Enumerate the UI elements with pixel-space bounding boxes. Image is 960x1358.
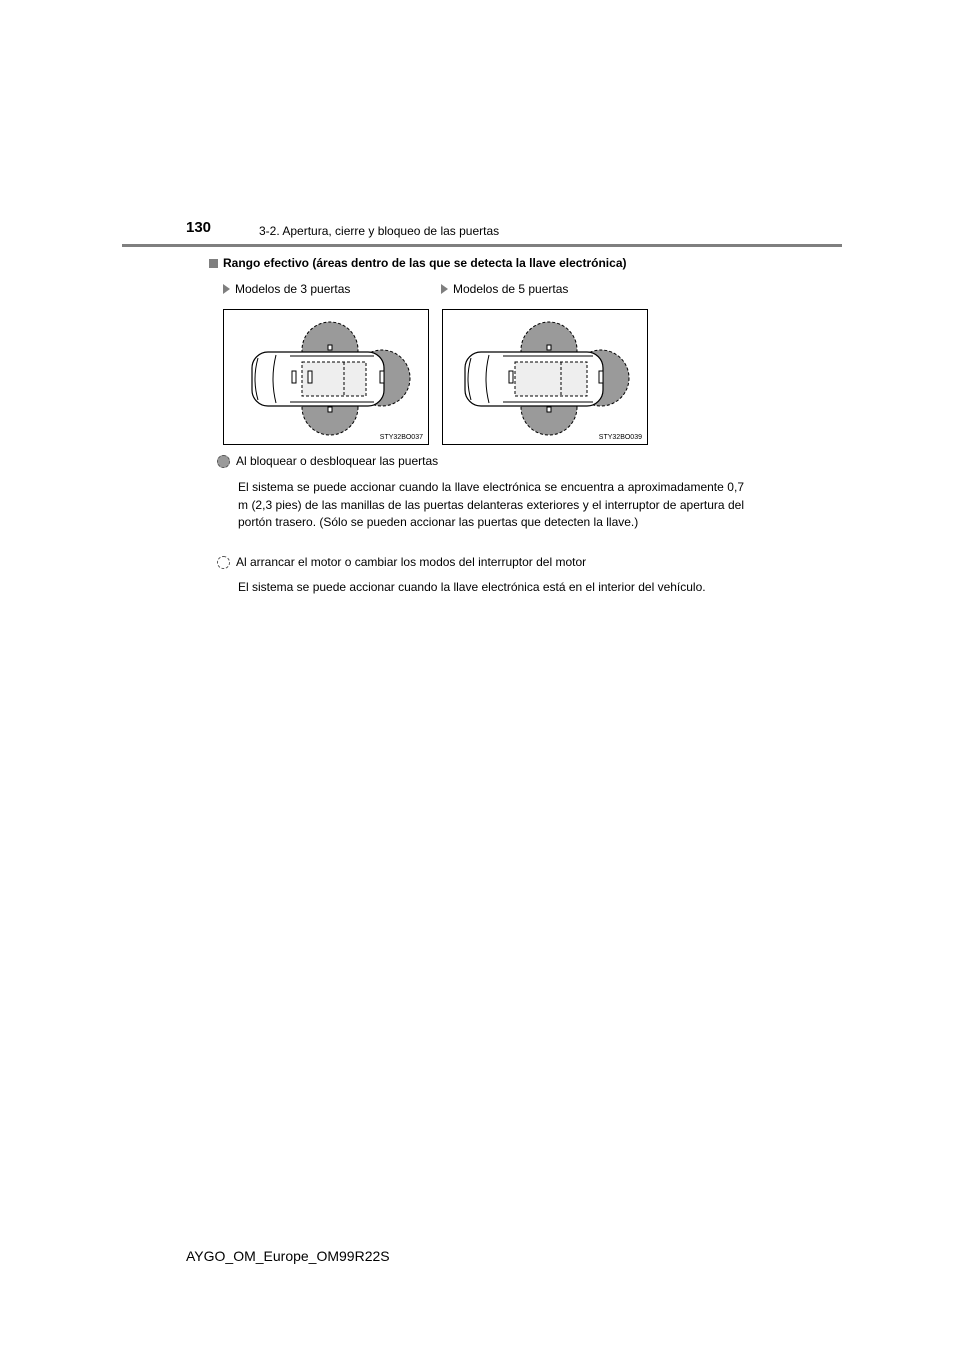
- triangle-bullet-icon: [441, 284, 448, 294]
- square-bullet-icon: [209, 259, 218, 268]
- paragraph-engine: El sistema se puede accionar cuando la llave electrónica está en el interior del vehículo.: [238, 580, 706, 594]
- triangle-bullet-icon: [223, 284, 230, 294]
- heading-text: Rango efectivo (áreas dentro de las que se detecta la llave electrónica): [223, 256, 627, 270]
- legend-item-lock: Al bloquear o desbloquear las puertas: [217, 454, 438, 468]
- header-rule: [122, 244, 842, 247]
- car-topview-illustration: [224, 310, 430, 446]
- section-heading: [209, 256, 627, 270]
- figure-label-3door: Modelos de 3 puertas: [223, 282, 350, 296]
- figure-3door: [223, 309, 429, 445]
- figure-5door: [442, 309, 648, 445]
- legend-item-engine: Al arrancar el motor o cambiar los modos del interruptor del motor: [217, 555, 586, 569]
- paragraph-lock: El sistema se puede accionar cuando la llave electrónica se encuentra a aproximadamente 0,7 m (2,3 pies) de las manillas de las puertas delanteras exteriores y el interruptor de apertura del portón trasero. (Sólo se pueden accionar las puertas que detecten la llave.): [238, 480, 744, 529]
- figure-code: STY32BO039: [598, 434, 642, 441]
- page-number: 130: [186, 219, 212, 236]
- figure-label-5door: Modelos de 5 puertas: [441, 282, 568, 296]
- empty-zone-icon: [217, 556, 230, 569]
- filled-zone-icon: [217, 455, 230, 468]
- footer-doc-id: AYGO_OM_Europe_OM99R22S: [186, 1248, 390, 1264]
- section-title: 3-2. Apertura, cierre y bloqueo de las puertas: [259, 224, 500, 238]
- car-topview-illustration: [443, 310, 649, 446]
- figure-code: STY32BO037: [379, 434, 423, 441]
